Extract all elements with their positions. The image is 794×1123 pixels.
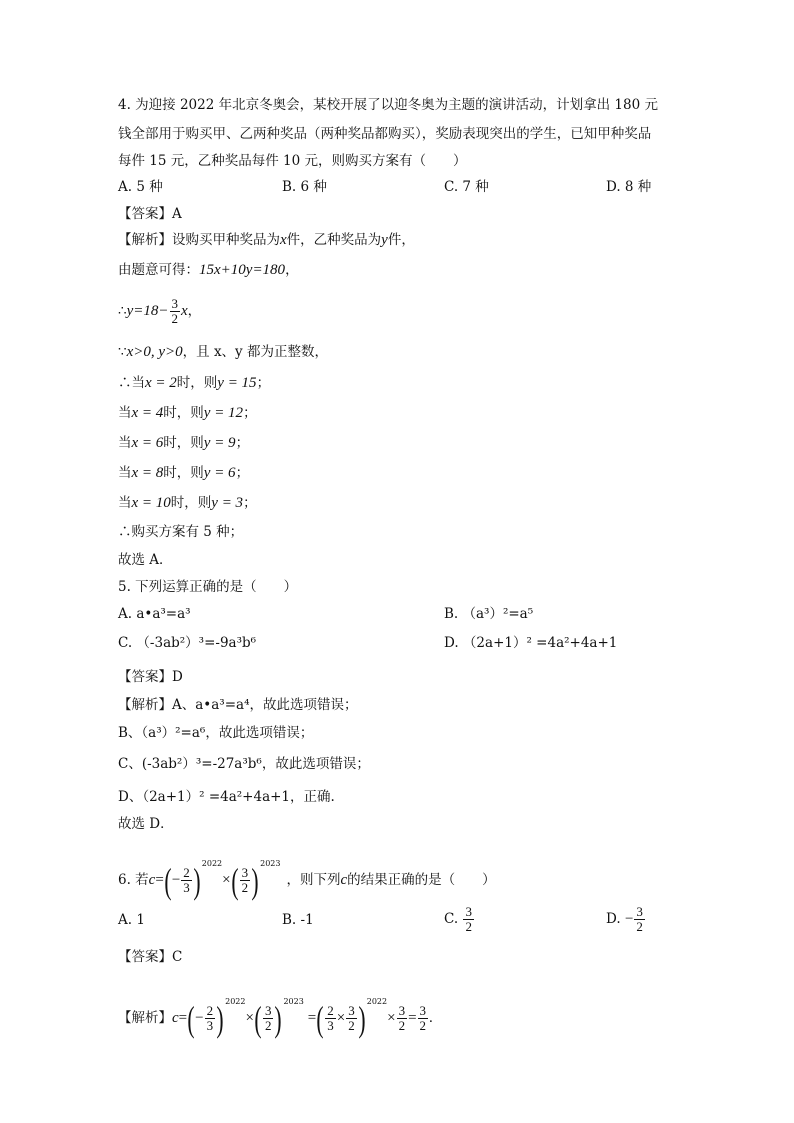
text: ∴当	[118, 375, 145, 391]
text: ，且 x、y 都为正整数，	[182, 344, 328, 360]
paren-open: (	[164, 860, 172, 901]
numerator: 2	[183, 865, 190, 880]
exponent: 2023	[260, 859, 281, 868]
q4-case-1	[118, 374, 270, 392]
q5-stem: 5. 下列运算正确的是（ ）	[118, 579, 298, 595]
equation: 15x+10y=180	[199, 262, 286, 278]
equals: =	[178, 1010, 188, 1026]
q4-answer: 【答案】A	[118, 206, 182, 222]
fraction	[418, 1004, 429, 1033]
paren-close: )	[274, 998, 283, 1039]
text: ，则下列	[286, 872, 341, 888]
paren-close: )	[193, 860, 201, 901]
period: .	[429, 1010, 433, 1026]
numerator: 3	[348, 1003, 355, 1018]
exponent: 2023	[283, 997, 304, 1006]
text: 当	[118, 435, 132, 451]
text: 由题意可得：	[118, 262, 199, 278]
fraction	[634, 905, 645, 934]
text: ，	[285, 262, 299, 278]
fraction	[263, 1004, 274, 1033]
times: ×	[222, 872, 231, 888]
text: 时，则	[163, 465, 204, 481]
equation: y = 15	[217, 375, 257, 391]
q4-option-d: D. 8 种	[606, 179, 652, 195]
q4-case-4	[118, 464, 249, 482]
text: 件，乙种奖品为	[286, 232, 382, 248]
paren-open: (	[187, 998, 195, 1039]
paren-open: (	[316, 998, 324, 1039]
text: 的结果正确的是（ ）	[347, 872, 496, 888]
numerator: 2	[206, 1003, 214, 1018]
text: ；	[235, 435, 250, 451]
numerator: 3	[398, 1003, 406, 1018]
q5-option-c: C. （-3ab²）³=-9a³b⁶	[118, 635, 257, 651]
q5-option-a: A. a•a³=a³	[118, 606, 191, 622]
denominator: 2	[348, 1018, 355, 1033]
var-x: x	[181, 303, 188, 319]
text: 当	[118, 405, 132, 421]
equation: y = 6	[203, 465, 236, 481]
equation: y = 3	[211, 495, 244, 511]
times: ×	[245, 1010, 254, 1026]
q5-answer: 【答案】D	[118, 669, 183, 685]
text: 当	[118, 465, 132, 481]
fraction	[463, 905, 474, 934]
equation: y = 9	[203, 435, 236, 451]
q5-analysis-line1: 【解析】A、a•a³=a⁴，故此选项错误；	[118, 697, 358, 713]
option-letter: C.	[444, 911, 459, 927]
times: ×	[336, 1010, 346, 1026]
exponent: 2022	[225, 997, 246, 1006]
text: 时，则	[170, 495, 212, 511]
q4-case-2	[118, 404, 257, 422]
q6-option-b: B. -1	[282, 912, 314, 928]
fraction	[346, 1004, 357, 1033]
text: ；	[243, 495, 257, 511]
analysis-label: 【解析】	[118, 232, 172, 248]
option-letter: D.	[606, 911, 621, 927]
q4-option-c: C. 7 种	[444, 179, 489, 195]
equation: y = 12	[203, 405, 244, 421]
minus: −	[171, 872, 181, 888]
text: 设购买甲种奖品为	[172, 232, 280, 248]
numerator: 3	[636, 904, 643, 919]
numerator: 3	[465, 904, 472, 919]
q5-analysis-line2: B、（a³）²=a⁶，故此选项错误；	[118, 725, 314, 741]
q4-stem-line1: 4. 为迎接 2022 年北京冬奥会，某校开展了以迎冬奥为主题的演讲活动，计划拿出 180 元	[118, 97, 658, 113]
text: 时，则	[163, 405, 204, 421]
q6-analysis	[118, 982, 433, 1038]
denominator: 2	[264, 1018, 272, 1033]
text: ；	[235, 465, 250, 481]
q4-stem-line2: 钱全部用于购买甲、乙两种奖品（两种奖品都购买），奖励表现突出的学生，已知甲种奖品	[118, 126, 652, 142]
minus: −	[195, 1010, 204, 1026]
q6-option-d	[606, 899, 646, 939]
q4-analysis-line4	[118, 343, 328, 361]
denominator: 2	[241, 880, 249, 895]
fraction	[181, 866, 192, 895]
therefore-symbol: ∴	[118, 303, 127, 319]
denominator: 2	[171, 311, 178, 326]
text: 当	[118, 495, 132, 511]
q5-choose: 故选 D．	[118, 816, 174, 832]
exponent: 2022	[366, 997, 388, 1006]
q6-stem	[118, 844, 496, 900]
q4-conclusion: ∴购买方案有 5 种；	[118, 524, 244, 540]
times: ×	[387, 1010, 396, 1026]
text: 件，	[387, 232, 415, 248]
numerator: 3	[264, 1003, 272, 1018]
paren-close: )	[251, 860, 259, 901]
analysis-label: 【解析】	[118, 1010, 172, 1026]
q5-analysis-line3: C、(-3ab²）³=-27a³b⁶，故此选项错误；	[118, 756, 370, 772]
equation: x = 2	[145, 375, 177, 391]
var-c: c	[340, 872, 348, 888]
numerator: 3	[241, 865, 249, 880]
fraction	[205, 1004, 216, 1033]
denominator: 2	[636, 919, 643, 934]
equation: x = 8	[131, 465, 164, 481]
fraction	[240, 866, 251, 895]
because-symbol: ∵	[118, 344, 127, 360]
q4-case-3	[118, 434, 249, 452]
text: 时，则	[163, 435, 204, 451]
equation: x = 4	[131, 405, 164, 421]
paren-close: )	[216, 998, 224, 1039]
denominator: 2	[419, 1018, 427, 1033]
var-c: c	[148, 872, 156, 888]
equation: x = 6	[131, 435, 164, 451]
var-y: y	[381, 232, 388, 248]
paren-open: (	[231, 860, 239, 901]
q6-option-a: A. 1	[118, 912, 145, 928]
fraction	[397, 1004, 408, 1033]
equals: =	[155, 872, 164, 888]
equals: =	[408, 1010, 417, 1026]
paren-open: (	[254, 998, 262, 1039]
equation: x = 10	[131, 495, 171, 511]
paren-close: )	[358, 998, 366, 1039]
denominator: 2	[398, 1018, 406, 1033]
minus: −	[624, 911, 634, 927]
numerator: 3	[419, 1003, 427, 1018]
var-x: x	[280, 232, 287, 248]
equals: =	[307, 1010, 317, 1026]
q4-option-b: B. 6 种	[282, 179, 327, 195]
q6-answer: 【答案】C	[118, 949, 183, 965]
denominator: 3	[327, 1018, 334, 1033]
denominator: 3	[183, 880, 190, 895]
inequality: x>0, y>0	[126, 344, 183, 360]
denominator: 3	[206, 1018, 214, 1033]
q5-option-d: D. （2a+1）² =4a²+4a+1	[444, 635, 618, 651]
q6-option-c	[444, 899, 475, 939]
exponent: 2022	[201, 859, 223, 868]
q4-analysis-line1	[118, 231, 415, 249]
fraction	[325, 1004, 336, 1033]
text: ，	[187, 303, 202, 319]
equation: y=18−	[126, 303, 169, 319]
var-c: c	[172, 1010, 179, 1026]
numerator: 3	[171, 296, 178, 311]
denominator: 2	[465, 919, 472, 934]
q4-stem-line3: 每件 15 元，乙种奖品每件 10 元，则购买方案有（ ）	[118, 153, 467, 169]
q4-case-5	[118, 494, 257, 512]
q4-option-a: A. 5 种	[118, 179, 163, 195]
q4-analysis-line3	[118, 293, 201, 329]
text: 6. 若	[118, 872, 149, 888]
q5-option-b: B. （a³）²=a⁵	[444, 606, 534, 622]
text: ；	[243, 405, 257, 421]
q4-analysis-line2	[118, 261, 299, 279]
fraction	[170, 297, 181, 326]
text: 时，则	[176, 375, 218, 391]
q4-choose: 故选 A．	[118, 552, 173, 568]
q5-analysis-line4: D、（2a+1）² =4a²+4a+1，正确.	[118, 789, 335, 805]
text: ；	[256, 375, 271, 391]
numerator: 2	[327, 1003, 334, 1018]
